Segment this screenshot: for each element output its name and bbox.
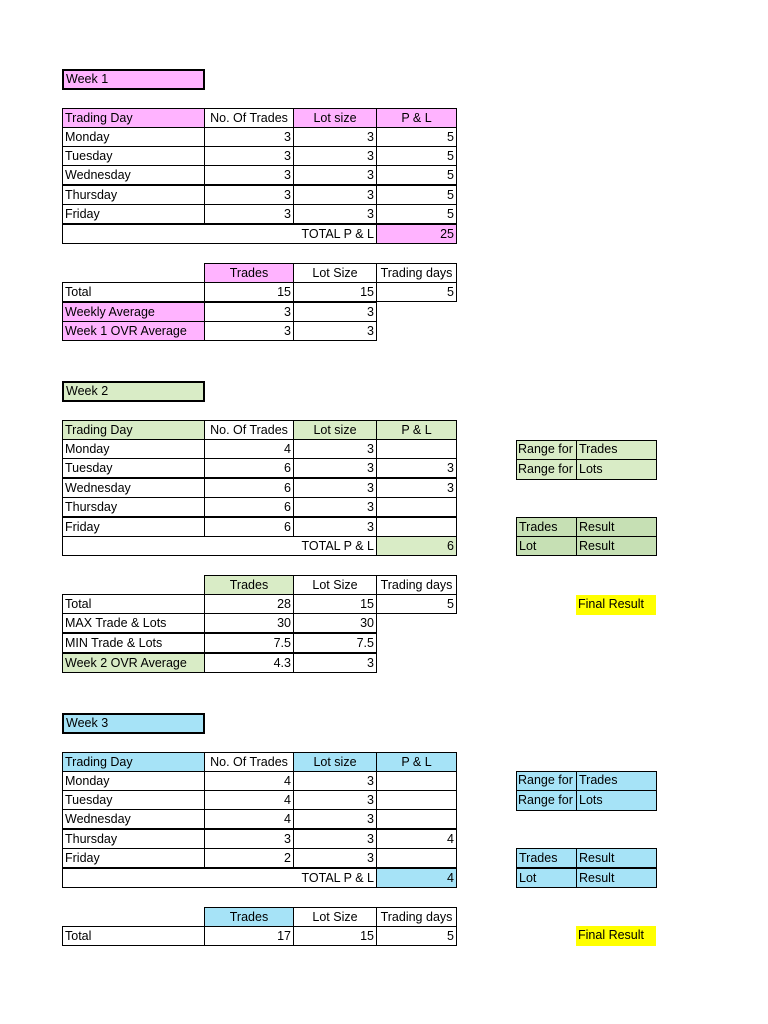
week1-summary-total-lot: 15 [293, 282, 377, 302]
week1-weekly-average-label: Weekly Average [62, 302, 205, 322]
week1-total-pnl-label: TOTAL P & L [62, 224, 377, 244]
week2-lot-result-value: Result [576, 536, 657, 556]
week3-row-lot: 3 [293, 790, 377, 810]
week1-header-pnl: P & L [376, 108, 457, 128]
week3-row-trades: 4 [204, 771, 294, 791]
week2-range-lots-label: Range for [516, 459, 577, 479]
week1-header-lot-size: Lot size [293, 108, 377, 128]
week2-row-lot: 3 [293, 517, 377, 537]
week2-row-pnl [376, 497, 457, 517]
week1-row-lot: 3 [293, 204, 377, 224]
week2-summary-header-lot-size: Lot Size [293, 575, 377, 595]
week2-row-pnl [376, 517, 457, 537]
week1-row-trades: 3 [204, 146, 294, 166]
week3-range-trades-value: Trades [576, 771, 657, 791]
week3-row-trades: 4 [204, 790, 294, 810]
week1-ovr-average-trades: 3 [204, 321, 294, 341]
week2-summary-header-trading-days: Trading days [376, 575, 457, 595]
week3-summary-header-lot-size: Lot Size [293, 907, 377, 927]
week3-header-lot-size: Lot size [293, 752, 377, 772]
week1-row-day: Friday [62, 204, 205, 224]
week3-summary-total-lot: 15 [293, 926, 377, 946]
week2-row-pnl: 3 [376, 478, 457, 498]
week3-row-lot: 3 [293, 771, 377, 791]
week1-row-day: Thursday [62, 185, 205, 205]
week2-trades-result-value: Result [576, 517, 657, 537]
week2-row-lot: 3 [293, 478, 377, 498]
week2-ovr-average-lot: 3 [293, 653, 377, 673]
week2-row-lot: 3 [293, 439, 377, 459]
week2-final-result: Final Result [576, 595, 656, 615]
week1-row-lot: 3 [293, 185, 377, 205]
week1-title: Week 1 [62, 69, 205, 90]
week3-header-pnl: P & L [376, 752, 457, 772]
week3-header-trading-day: Trading Day [62, 752, 205, 772]
week1-summary-header-lot-size: Lot Size [293, 263, 377, 283]
week2-range-trades-value: Trades [576, 440, 657, 460]
week1-row-lot: 3 [293, 127, 377, 147]
week1-row-pnl: 5 [376, 146, 457, 166]
week2-trades-result-label: Trades [516, 517, 577, 537]
week1-summary-total-label: Total [62, 282, 205, 302]
week2-total-pnl-value: 6 [376, 536, 457, 556]
week2-header-lot-size: Lot size [293, 420, 377, 440]
week1-summary-header-trading-days: Trading days [376, 263, 457, 283]
week2-row-day: Monday [62, 439, 205, 459]
week1-row-pnl: 5 [376, 185, 457, 205]
week3-row-lot: 3 [293, 809, 377, 829]
week3-row-trades: 3 [204, 829, 294, 849]
week2-max-trades: 30 [204, 613, 294, 633]
week2-range-trades-label: Range for [518, 442, 573, 456]
week2-row-trades: 6 [204, 497, 294, 517]
week3-lot-result-value: Result [576, 868, 657, 888]
week3-lot-result-label: Lot [516, 868, 577, 888]
week3-row-pnl [376, 790, 457, 810]
week3-summary-header-trading-days: Trading days [376, 907, 457, 927]
week2-header-pnl: P & L [376, 420, 457, 440]
week1-total-pnl-value: 25 [376, 224, 457, 244]
week2-range-lots-value: Lots [576, 459, 657, 479]
week2-min-trades: 7.5 [204, 633, 294, 653]
week1-row-lot: 3 [293, 165, 377, 185]
week2-summary-total-trades: 28 [204, 594, 294, 614]
week1-ovr-average-label: Week 1 OVR Average [62, 321, 205, 341]
week3-row-pnl [376, 809, 457, 829]
week1-ovr-average-lot: 3 [293, 321, 377, 341]
week2-header-trading-day: Trading Day [62, 420, 205, 440]
week3-final-result: Final Result [576, 926, 656, 946]
week2-header-no-of-trades: No. Of Trades [204, 420, 294, 440]
week2-row-day: Thursday [62, 497, 205, 517]
week2-row-day: Tuesday [62, 458, 205, 478]
week1-header-trading-day: Trading Day [62, 108, 205, 128]
week3-row-pnl: 4 [376, 829, 457, 849]
week2-summary-total-days: 5 [376, 594, 457, 614]
week1-row-day: Tuesday [62, 146, 205, 166]
week2-min-lot: 7.5 [293, 633, 377, 653]
week3-range-trades-label: Range for [518, 773, 573, 787]
week3-range-lots-value: Lots [576, 790, 657, 810]
week3-row-day: Thursday [62, 829, 205, 849]
week2-summary-total-lot: 15 [293, 594, 377, 614]
week2-row-trades: 6 [204, 517, 294, 537]
week1-summary-header-trades: Trades [204, 263, 294, 283]
week1-summary-total-trades: 15 [204, 282, 294, 302]
week1-row-pnl: 5 [376, 165, 457, 185]
week3-row-lot: 3 [293, 829, 377, 849]
week3-row-day: Monday [62, 771, 205, 791]
week1-row-pnl: 5 [376, 204, 457, 224]
week2-row-pnl: 3 [376, 458, 457, 478]
week3-row-day: Tuesday [62, 790, 205, 810]
week2-max-label: MAX Trade & Lots [62, 613, 205, 633]
week3-title: Week 3 [62, 713, 205, 734]
week3-row-trades: 2 [204, 848, 294, 868]
week2-row-lot: 3 [293, 458, 377, 478]
week3-trades-result-value: Result [576, 848, 657, 868]
week2-summary-header-trades: Trades [204, 575, 294, 595]
week1-row-lot: 3 [293, 146, 377, 166]
week1-row-trades: 3 [204, 185, 294, 205]
week2-row-day: Friday [62, 517, 205, 537]
week1-row-trades: 3 [204, 127, 294, 147]
week2-row-pnl [376, 439, 457, 459]
week1-row-pnl: 5 [376, 127, 457, 147]
week2-ovr-average-trades: 4.3 [204, 653, 294, 673]
week1-row-trades: 3 [204, 165, 294, 185]
week3-row-lot: 3 [293, 848, 377, 868]
week1-row-day: Wednesday [62, 165, 205, 185]
week3-total-pnl-value: 4 [376, 868, 457, 888]
week2-ovr-average-label: Week 2 OVR Average [62, 653, 205, 673]
week3-row-trades: 4 [204, 809, 294, 829]
week3-row-day: Friday [62, 848, 205, 868]
week3-total-pnl-label: TOTAL P & L [62, 868, 377, 888]
week2-summary-total-label: Total [62, 594, 205, 614]
week2-row-day: Wednesday [62, 478, 205, 498]
week3-summary-total-label: Total [62, 926, 205, 946]
week3-summary-total-trades: 17 [204, 926, 294, 946]
week3-summary-total-days: 5 [376, 926, 457, 946]
week3-row-pnl [376, 848, 457, 868]
week3-trades-result-label: Trades [516, 848, 577, 868]
week2-total-pnl-label: TOTAL P & L [62, 536, 377, 556]
week3-summary-header-trades: Trades [204, 907, 294, 927]
week3-header-no-of-trades: No. Of Trades [204, 752, 294, 772]
week2-row-trades: 4 [204, 439, 294, 459]
week3-row-pnl [376, 771, 457, 791]
week2-max-lot: 30 [293, 613, 377, 633]
week2-min-label: MIN Trade & Lots [62, 633, 205, 653]
week3-range-lots-label: Range for [516, 790, 577, 810]
week2-row-lot: 3 [293, 497, 377, 517]
week2-lot-result-label: Lot [516, 536, 577, 556]
week1-header-no-of-trades: No. Of Trades [204, 108, 294, 128]
week3-row-day: Wednesday [62, 809, 205, 829]
week1-row-day: Monday [62, 127, 205, 147]
week1-summary-total-days: 5 [376, 282, 457, 302]
week1-weekly-average-lot: 3 [293, 302, 377, 322]
week2-row-trades: 6 [204, 458, 294, 478]
week1-row-trades: 3 [204, 204, 294, 224]
week2-row-trades: 6 [204, 478, 294, 498]
week2-title: Week 2 [62, 381, 205, 402]
week1-weekly-average-trades: 3 [204, 302, 294, 322]
